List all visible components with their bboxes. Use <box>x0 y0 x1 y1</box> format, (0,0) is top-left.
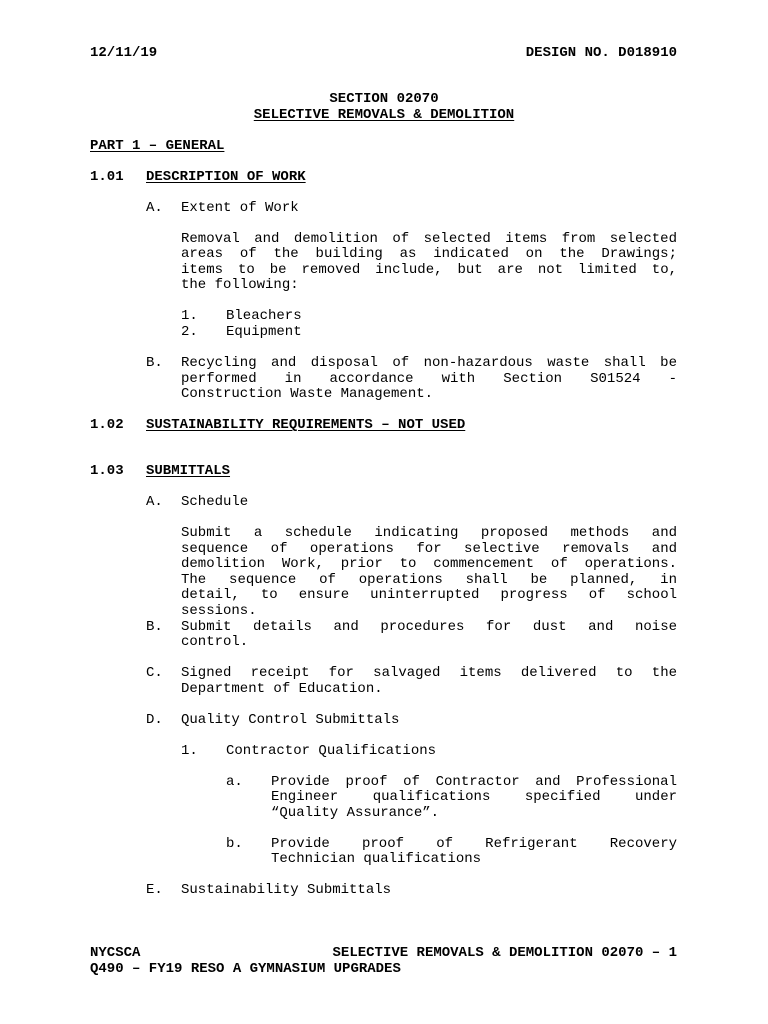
paragraph-letter: D. <box>146 712 163 728</box>
list-number: 2. <box>181 324 198 340</box>
footer-organization: NYCSCA <box>90 945 141 961</box>
body-text-line: Department of Education. <box>181 681 383 697</box>
body-text-line: sequence of operations for selective removals and <box>181 541 677 557</box>
paragraph-label: Extent of Work <box>181 200 299 216</box>
body-text-line: detail, to ensure uninterrupted progress of school <box>181 587 677 603</box>
body-text-line: The sequence of operations shall be planned, in <box>181 572 677 588</box>
body-text-line: control. <box>181 634 249 650</box>
body-text-line: Submit a schedule indicating proposed methods and <box>181 525 677 541</box>
body-text-line: Engineer qualifications specified under <box>271 789 677 805</box>
subparagraph-letter: b. <box>226 836 243 852</box>
article-heading: SUBMITTALS <box>146 463 231 479</box>
paragraph-letter: E. <box>146 882 163 898</box>
list-number: 1. <box>181 743 198 759</box>
paragraph-letter: A. <box>146 200 163 216</box>
body-text-line: sessions. <box>181 603 257 619</box>
body-text-line: items to be removed include, but are not limited to, <box>181 262 677 278</box>
body-text-line: Signed receipt for salvaged items delivered to the <box>181 665 677 681</box>
body-text-line: Recycling and disposal of non-hazardous waste shall be <box>181 355 677 371</box>
article-heading: SUSTAINABILITY REQUIREMENTS – NOT USED <box>146 417 466 433</box>
list-number: 1. <box>181 308 198 324</box>
subparagraph-letter: a. <box>226 774 243 790</box>
header-design-number: DESIGN NO. D018910 <box>525 45 677 61</box>
paragraph-letter: C. <box>146 665 163 681</box>
article-heading: DESCRIPTION OF WORK <box>146 169 306 185</box>
list-item: Bleachers <box>226 308 302 324</box>
paragraph-letter: B. <box>146 355 163 371</box>
list-item: Contractor Qualifications <box>226 743 437 759</box>
body-text-line: Submit details and procedures for dust and noise <box>181 619 677 635</box>
paragraph-label: Schedule <box>181 494 249 510</box>
body-text-line: performed in accordance with Section S01524 - <box>181 371 677 387</box>
body-text-line: Removal and demolition of selected items from selected <box>181 231 677 247</box>
body-text-line: demolition Work, prior to commencement of operations. <box>181 556 677 572</box>
body-text-line: Provide proof of Refrigerant Recovery <box>271 836 677 852</box>
header-date: 12/11/19 <box>90 45 158 61</box>
paragraph-label: Sustainability Submittals <box>181 882 392 898</box>
footer-page-label: SELECTIVE REMOVALS & DEMOLITION 02070 – 1 <box>332 945 677 961</box>
section-title: SELECTIVE REMOVALS & DEMOLITION <box>253 107 515 123</box>
body-text-line: Provide proof of Contractor and Professional <box>271 774 677 790</box>
body-text-line: areas of the building as indicated on the Drawings; <box>181 246 677 262</box>
part-heading: PART 1 – GENERAL <box>90 138 225 154</box>
paragraph-letter: A. <box>146 494 163 510</box>
list-item: Equipment <box>226 324 302 340</box>
body-text-line: Technician qualifications <box>271 851 482 867</box>
article-number: 1.03 <box>90 463 124 479</box>
paragraph-label: Quality Control Submittals <box>181 712 400 728</box>
footer-project: Q490 – FY19 RESO A GYMNASIUM UPGRADES <box>90 961 401 977</box>
body-text-line: Construction Waste Management. <box>181 386 434 402</box>
article-number: 1.02 <box>90 417 124 433</box>
body-text-line: “Quality Assurance”. <box>271 805 440 821</box>
article-number: 1.01 <box>90 169 124 185</box>
body-text-line: the following: <box>181 277 299 293</box>
section-number: SECTION 02070 <box>329 91 439 107</box>
paragraph-letter: B. <box>146 619 163 635</box>
